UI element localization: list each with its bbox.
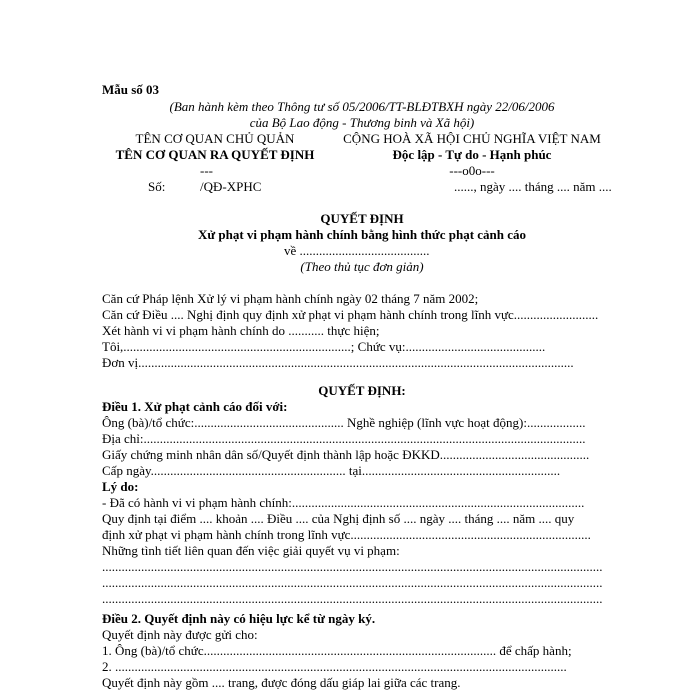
article-1-heading: Điều 1. Xử phạt cảnh cáo đối với: (102, 399, 288, 414)
basis-line: Tôi,......................................................................; Chức vụ:........................................... (102, 339, 546, 354)
recipient-line: 1. Ông (bà)/tổ chức.......................................................................................... để chấp hành; (102, 643, 572, 658)
parent-agency-name: TÊN CƠ QUAN CHỦ QUẢN (135, 131, 295, 146)
issued-by-line-1: (Ban hành kèm theo Thông tư số 05/2006/TT-BLĐTBXH ngày 22/06/2006 (169, 99, 555, 114)
article-1-line: Giấy chứng minh nhân dân số/Quyết định thành lập hoặc ĐKKD.............................................. (102, 447, 590, 462)
pages-note: Quyết định này gồm .... trang, được đóng dấu giáp lai giữa các trang. (102, 675, 461, 690)
basis-line: Đơn vị...................................................................................................................................... (102, 355, 574, 370)
decision-heading: QUYẾT ĐỊNH: (318, 383, 406, 398)
dotted-line: .......................................................................................................................................................... (102, 559, 603, 574)
reason-line: Những tình tiết liên quan đến việc giải quyết vụ vi phạm: (102, 543, 400, 558)
dotted-line: .......................................................................................................................................................... (102, 591, 603, 606)
dotted-line: .......................................................................................................................................................... (102, 575, 603, 590)
recipient-line: 2. ........................................................................................................................................... (102, 659, 567, 674)
left-divider: --- (200, 163, 213, 178)
decision-subtitle: Xử phạt vi phạm hành chính bằng hình thức phạt cảnh cáo (197, 227, 527, 242)
right-divider: ---o0o--- (449, 163, 495, 178)
number-label: Số: (148, 179, 166, 194)
issued-by-line-2: của Bộ Lao động - Thương binh và Xã hội) (249, 115, 475, 130)
date-line: ......, ngày .... tháng .... năm .... (454, 179, 612, 194)
reason-line: Quy định tại điểm .... khoản .... Điều .... của Nghị định số .... ngày .... tháng .... năm .... quy (102, 511, 575, 526)
article-1-line: Địa chỉ:........................................................................................................................................ (102, 431, 586, 446)
article-1-line: Cấp ngày............................................................ tại............................................................. (102, 463, 561, 478)
article-1-line: Ông (bà)/tổ chức:.............................................. Nghề nghiệp (lĩnh vực hoạt động):.................. (102, 415, 586, 430)
number-code: /QĐ-XPHC (200, 179, 262, 194)
basis-line: Căn cứ Điều .... Nghị định quy định xử phạt vi phạm hành chính trong lĩnh vực.......................... (102, 307, 599, 322)
reason-heading: Lý do: (102, 479, 139, 494)
decision-subject: về ........................................ (284, 243, 430, 258)
basis-line: Xét hành vi vi phạm hành chính do ........... thực hiện; (102, 323, 380, 338)
article-2-heading: Điều 2. Quyết định này có hiệu lực kể từ ngày ký. (102, 611, 376, 626)
basis-line: Căn cứ Pháp lệnh Xử lý vi phạm hành chính ngày 02 tháng 7 năm 2002; (102, 291, 479, 306)
sent-to-label: Quyết định này được gửi cho: (102, 627, 258, 642)
decision-title: QUYẾT ĐỊNH (320, 211, 404, 226)
country-name: CỘNG HOÀ XÃ HỘI CHỦ NGHĨA VIỆT NAM (343, 131, 601, 146)
procedure-note: (Theo thủ tục đơn giản) (300, 259, 424, 274)
form-label: Mẫu số 03 (102, 82, 160, 97)
reason-line: - Đã có hành vi vi phạm hành chính:.......................................................................................... (102, 495, 585, 510)
issuing-agency-name: TÊN CƠ QUAN RA QUYẾT ĐỊNH (115, 147, 315, 162)
national-motto: Độc lập - Tự do - Hạnh phúc (392, 147, 552, 162)
reason-line: định xử phạt vi phạm hành chính trong lĩnh vực.......................................................................... (102, 527, 591, 542)
